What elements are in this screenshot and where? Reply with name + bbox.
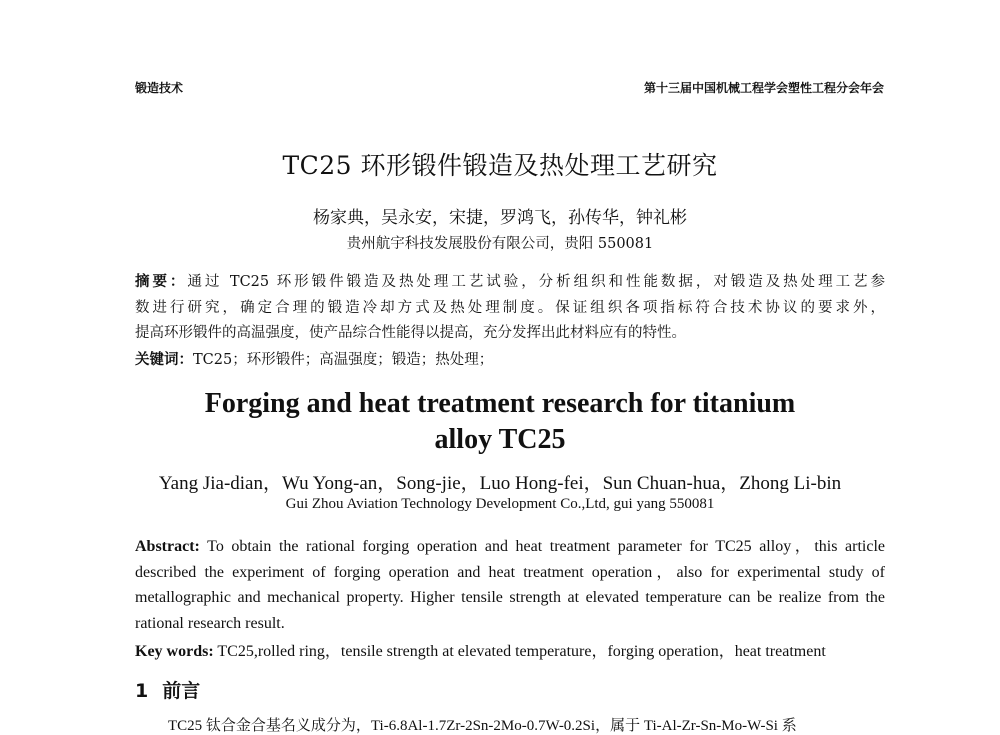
section-number: 1 xyxy=(135,680,149,702)
section-title: 前言 xyxy=(162,680,201,702)
keywords-label-english: Key words: xyxy=(135,643,214,660)
affiliation-chinese: 贵州航宇科技发展股份有限公司，贵阳 550081 xyxy=(346,236,654,252)
affiliation-english: Gui Zhou Aviation Technology Development Co.,Ltd, gui yang 550081 xyxy=(285,496,715,512)
conference-name: 第十三届中国机械工程学会塑性工程分会年会 xyxy=(643,81,884,95)
keywords-label-chinese: 关键词： xyxy=(135,352,193,368)
abstract-label-english: Abstract: xyxy=(135,538,200,555)
abstract-chinese-line-2: 数进行研究，确定合理的锻造冷却方式及热处理制度。保证组织各项指标符合技术协议的要求外， xyxy=(135,299,885,316)
title-english-line-2: alloy TC25 xyxy=(434,424,566,455)
running-header xyxy=(135,79,884,99)
authors-english: Yang Jia-dian，Wu Yong-an，Song-jie，Luo Hong-fei，Sun Chuan-hua，Zhong Li-bin xyxy=(158,473,842,494)
keywords-chinese xyxy=(135,348,493,369)
section-heading xyxy=(135,676,200,703)
keywords-english-text: TC25,rolled ring，tensile strength at elevated temperature，forging operation，heat treatment xyxy=(217,643,826,660)
keywords-chinese-text: TC25；环形锻件；高温强度；锻造；热处理； xyxy=(193,352,494,368)
journal-name: 锻造技术 xyxy=(135,81,184,95)
authors-chinese: 杨家典，吴永安，宋捷，罗鸿飞，孙传华，钟礼彬 xyxy=(313,208,687,228)
title-english-line-1: Forging and heat treatment research for titanium xyxy=(204,388,796,419)
abstract-english-text: To obtain the rational forging operation and heat treatment parameter for TC25 alloy，this article described the experiment of forging operation and heat treatment operation，also for experimental study of metallographic and mechanical property. Higher tensile strength at elevated temperature can be realize from the rational research result. xyxy=(135,538,885,632)
title-chinese: TC25 环形锻件锻造及热处理工艺研究 xyxy=(282,151,718,180)
abstract-label-chinese: 摘要： xyxy=(135,274,188,290)
title-english xyxy=(0,386,1000,458)
keywords-english xyxy=(135,638,895,661)
abstract-chinese-text-1: 通过 TC25 环形锻件锻造及热处理工艺试验，分析组织和性能数据，对锻造及热处理工艺参 xyxy=(187,274,886,290)
abstract-chinese-line-1 xyxy=(135,270,885,296)
body-text-cutoff: TC25 钛合金合基名义成分为，Ti-6.8Al-1.7Zr-2Sn-2Mo-0.7W-0.2Si，属于 Ti-Al-Zr-Sn-Mo-W-Si 系 xyxy=(168,718,797,734)
abstract-chinese xyxy=(135,270,885,347)
abstract-chinese-line-3: 提高环形锻件的高温强度，使产品综合性能得以提高，充分发挥出此材料应有的特性。 xyxy=(135,325,686,341)
abstract-english xyxy=(135,534,885,636)
